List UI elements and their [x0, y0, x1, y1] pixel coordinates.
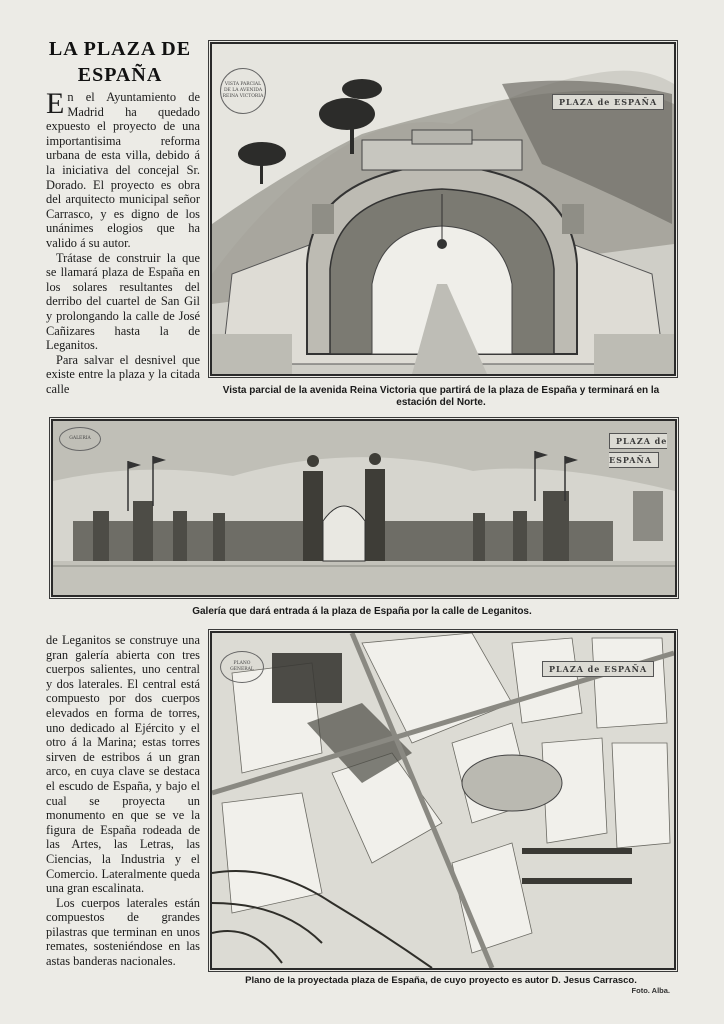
- galeria-illustration: [53, 421, 675, 595]
- paragraph-1: [46, 87, 200, 251]
- article-column-upper: [46, 87, 200, 396]
- figure-plate-label: PLAZA de ESPAÑA: [609, 433, 667, 468]
- figure-plate-label: PLAZA de ESPAÑA: [552, 94, 664, 110]
- figure-small-label: VISTA PARCIAL DE LA AVENIDA REINA VICTORIA: [220, 68, 266, 114]
- figure-plate-label: PLAZA de ESPAÑA: [542, 661, 654, 677]
- figure-small-label: GALERIA: [59, 427, 101, 451]
- figure-small-label: PLANO GENERAL: [220, 651, 264, 683]
- photo-credit: Foto. Alba.: [631, 986, 670, 995]
- figure-plano: [210, 631, 676, 970]
- paragraph-2: Trátase de construir la que se llamará plaza de España en los solares resultantes del derribo del cuartel de San Gil y prolongando la calle de José Cañizares hasta la de Leganitos.: [46, 250, 200, 353]
- caption-plano: Plano de la proyectada plaza de España, de cuyo proyecto es autor D. Jesus Carrasco.: [245, 975, 637, 986]
- paragraph-3-continued: de Leganitos se construye una gran galería abierta con tres cuerpos salientes, uno central y dos laterales. El central está compuesto por dos cuerpos elevados en forma de torres, uno dedicado al Ejército y el otro á la Marina; estas torres sirven de estribos á un gran arco, en cuya clave se destaca el escudo de España, y bajo el cual se proyecta un monumento en que se ve la figura de España rodeada de las Artes, las Letras, las Ciencias, la Industria y el Comercio. Lateralmente queda una gran escalinata.: [46, 633, 200, 896]
- caption-avenida: Vista parcial de la avenida Reina Victoria que partirá de la plaza de España y terminará en la estación del Norte.: [222, 385, 660, 408]
- paragraph-1-text: n el Ayuntamiento de Madrid ha quedado expuesto el proyecto de una importantisima reforma urbana de esta villa, debido á la iniciativa del concejal Sr. Dorado. El proyecto es obra del arquitecto municipal señor Carrasco, y es digno de los unánimes elogios que ha valido á su autor.: [46, 90, 200, 250]
- paragraph-4: Los cuerpos laterales están compuestos de grandes pilastras que terminan en unos remates, sosteniéndose en las astas banderas nacionales.: [46, 895, 200, 969]
- article-title: LA PLAZA DE ESPAÑA: [48, 38, 192, 86]
- figure-galeria: [51, 419, 677, 597]
- plano-map: [212, 633, 674, 968]
- caption-galeria: Galería que dará entrada á la plaza de España por la calle de Leganitos.: [192, 606, 532, 617]
- paragraph-3: Para salvar el desnivel que existe entre la plaza y la citada calle: [46, 352, 200, 396]
- drop-cap: E: [46, 87, 65, 120]
- article-column-lower: [46, 633, 200, 969]
- figure-avenida: [210, 42, 676, 376]
